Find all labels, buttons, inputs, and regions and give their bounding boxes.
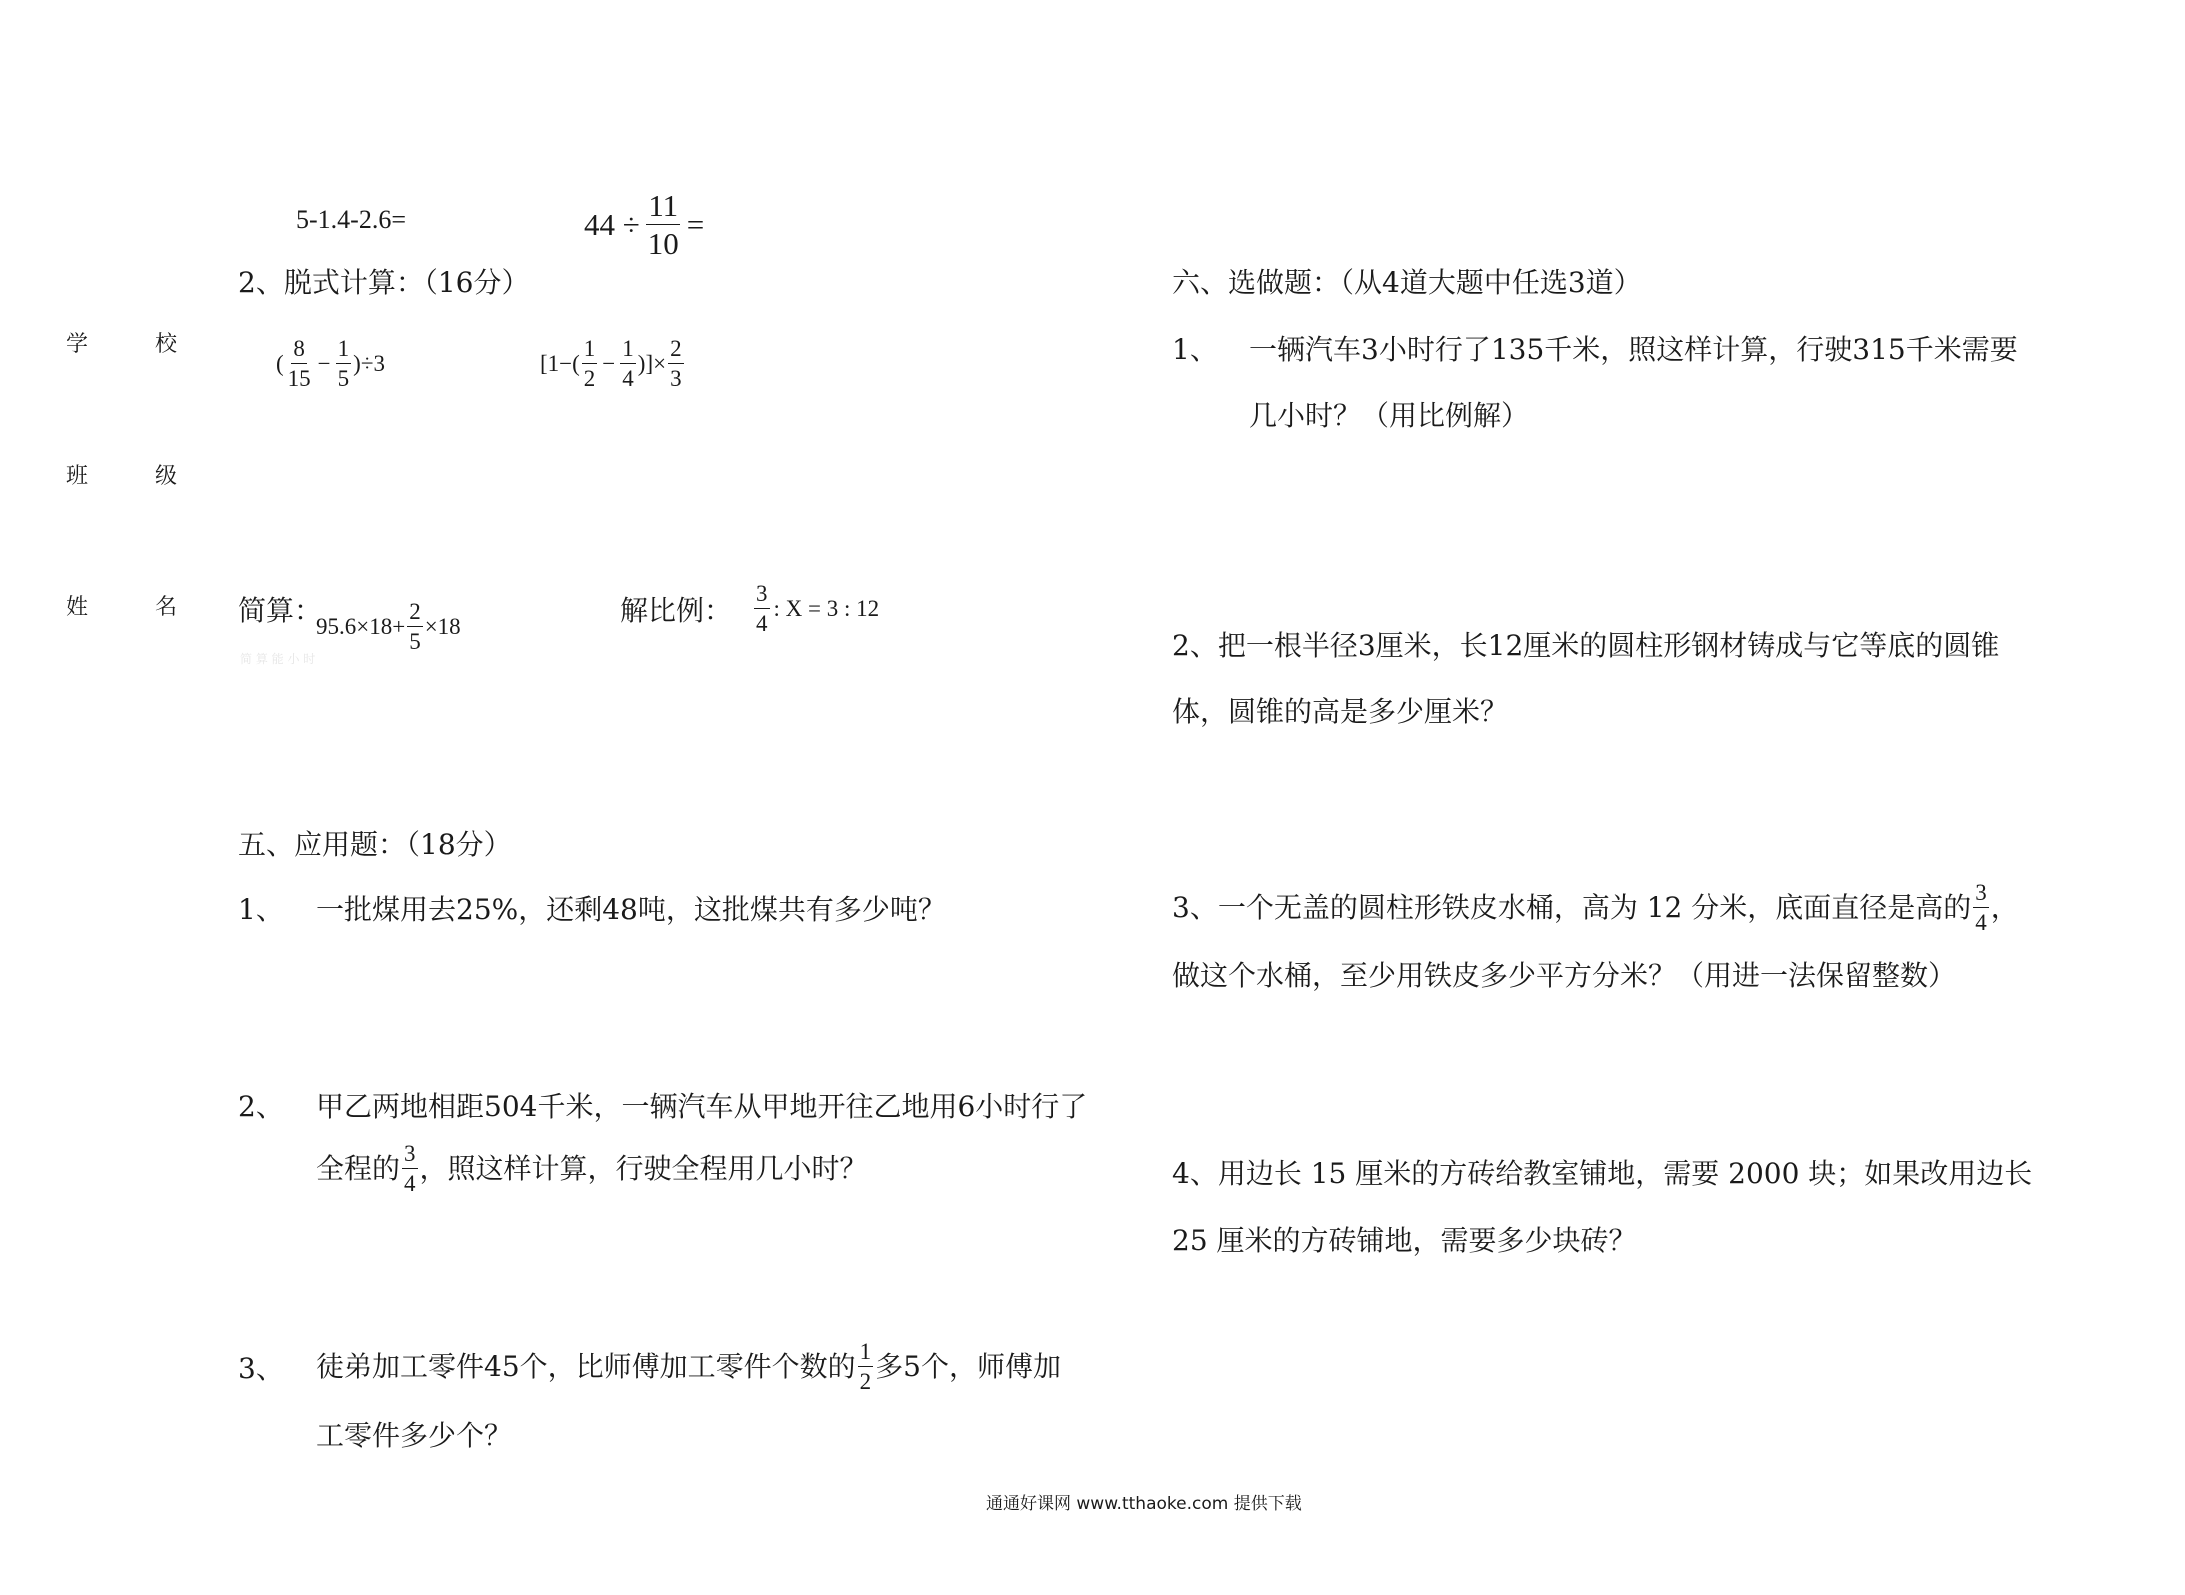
fraction-denominator: 4 xyxy=(622,366,634,391)
sidebar-label-class-1: 班 xyxy=(66,464,89,489)
fraction-numerator: 1 xyxy=(620,337,636,364)
fraction-numerator: 2 xyxy=(407,600,423,627)
fraction xyxy=(402,1142,418,1195)
fraction-numerator: 2 xyxy=(668,337,684,364)
division-lead: 44 ÷ xyxy=(584,206,640,242)
paren-open: ( xyxy=(276,350,284,376)
fraction xyxy=(646,190,681,259)
optional-question-3-line-2: 做这个水桶，至少用铁皮多少平方分米？（用进一法保留整数） xyxy=(1172,959,1957,992)
fraction-denominator: 10 xyxy=(647,226,679,261)
fraction-numerator: 1 xyxy=(858,1340,874,1367)
fraction xyxy=(336,337,352,390)
text-run: 徒弟加工零件45个，比师傅加工零件个数的 xyxy=(316,1349,856,1383)
expression-lead: [1−( xyxy=(540,350,580,376)
application-question-2-line-1: 甲乙两地相距504千米，一辆汽车从甲地开往乙地用6小时行了 xyxy=(316,1090,1088,1123)
section-heading-optional: 六、选做题：（从4道大题中任选3道） xyxy=(1172,266,1642,299)
optional-question-4-line-1: 4、用边长 15 厘米的方砖给教室铺地，需要 2000 块；如果改用边长 xyxy=(1172,1157,2033,1190)
expression-lead: 95.6×18+ xyxy=(316,613,406,639)
fraction xyxy=(620,337,636,390)
question-number: 1、 xyxy=(238,893,284,926)
faint-background-text: 简 算 能 小 时 xyxy=(240,652,316,666)
expression-tail: ×18 xyxy=(424,613,461,639)
fraction-denominator: 5 xyxy=(337,366,350,391)
fraction xyxy=(407,600,423,653)
optional-question-4-line-2: 25 厘米的方砖铺地，需要多少块砖？ xyxy=(1172,1224,1637,1257)
question-number: 2、 xyxy=(238,1090,284,1123)
fraction-denominator: 4 xyxy=(1975,910,1987,935)
ratio-label: 解比例： xyxy=(620,594,733,627)
application-question-1: 一批煤用去25%，还剩48吨，这批煤共有多少吨？ xyxy=(316,893,946,926)
fraction-numerator: 8 xyxy=(291,337,307,364)
fraction-denominator: 2 xyxy=(583,366,596,391)
expression-mid: )]× xyxy=(637,350,667,376)
text-run: 多5个，师傅加 xyxy=(875,1349,1061,1383)
fraction-numerator: 3 xyxy=(1973,881,1989,908)
section-heading-application: 五、应用题：（18分） xyxy=(238,828,512,861)
step-calc-question-2 xyxy=(540,337,686,390)
fraction-denominator: 5 xyxy=(409,629,421,654)
fraction-numerator: 1 xyxy=(336,337,352,364)
application-question-3-line-1 xyxy=(316,1340,1061,1393)
simplify-label: 简算： xyxy=(238,594,323,627)
text-run: 3、一个无盖的圆柱形铁皮水桶，高为 12 分米，底面直径是高的 xyxy=(1172,890,1972,924)
fraction xyxy=(1973,881,1989,934)
application-question-2-line-2 xyxy=(316,1142,868,1195)
fraction-denominator: 2 xyxy=(859,1369,872,1394)
equation-division xyxy=(584,190,704,259)
optional-question-1-line-1: 一辆汽车3小时行了135千米，照这样计算，行驶315千米需要 xyxy=(1249,333,2018,366)
fraction-numerator: 11 xyxy=(648,188,679,223)
fraction xyxy=(582,337,598,390)
fraction-denominator: 4 xyxy=(756,611,768,636)
optional-question-2-line-1: 2、把一根半径3厘米，长12厘米的圆柱形钢材铸成与它等底的圆锥 xyxy=(1172,629,2000,662)
minus-sign: − xyxy=(317,350,331,376)
sidebar-label-name-2: 名 xyxy=(155,595,178,620)
sidebar-label-school-1: 学 xyxy=(66,332,89,357)
ratio-expression xyxy=(752,582,879,635)
section-heading-step-calc: 2、脱式计算：（16分） xyxy=(238,266,530,299)
optional-question-3-line-1 xyxy=(1172,881,2019,934)
equation-subtraction: 5-1.4-2.6= xyxy=(296,205,406,234)
fraction-numerator: 3 xyxy=(754,582,770,609)
expression-tail: )÷3 xyxy=(353,350,385,376)
sidebar-label-school-2: 校 xyxy=(155,332,178,357)
question-number: 3、 xyxy=(238,1352,284,1385)
sidebar-label-class-2: 级 xyxy=(155,464,178,489)
fraction xyxy=(754,582,770,635)
fraction xyxy=(668,337,684,390)
text-run: ，照这样计算，行驶全程用几小时？ xyxy=(419,1151,868,1185)
minus-sign: − xyxy=(602,350,616,376)
footer-download-note: 通通好课网 www.tthaoke.com 提供下载 xyxy=(986,1494,1302,1514)
fraction-numerator: 3 xyxy=(402,1142,418,1169)
text-run: 全程的 xyxy=(316,1151,401,1185)
division-tail: = xyxy=(686,206,705,242)
question-number: 1、 xyxy=(1172,333,1218,366)
fraction-denominator: 3 xyxy=(670,366,682,391)
fraction xyxy=(858,1340,874,1393)
simplify-expression xyxy=(316,600,461,653)
fraction-denominator: 15 xyxy=(287,366,311,391)
step-calc-question-1 xyxy=(276,337,385,390)
fraction-numerator: 1 xyxy=(582,337,598,364)
sidebar-label-name-1: 姓 xyxy=(66,595,89,620)
optional-question-1-line-2: 几小时？（用比例解） xyxy=(1249,399,1530,432)
optional-question-2-line-2: 体，圆锥的高是多少厘米？ xyxy=(1172,695,1509,728)
fraction xyxy=(286,337,313,390)
application-question-3-line-2: 工零件多少个？ xyxy=(316,1419,513,1452)
fraction-denominator: 4 xyxy=(404,1171,416,1196)
text-run: ， xyxy=(1990,890,2019,924)
expression-tail: : X = 3 : 12 xyxy=(773,595,880,621)
